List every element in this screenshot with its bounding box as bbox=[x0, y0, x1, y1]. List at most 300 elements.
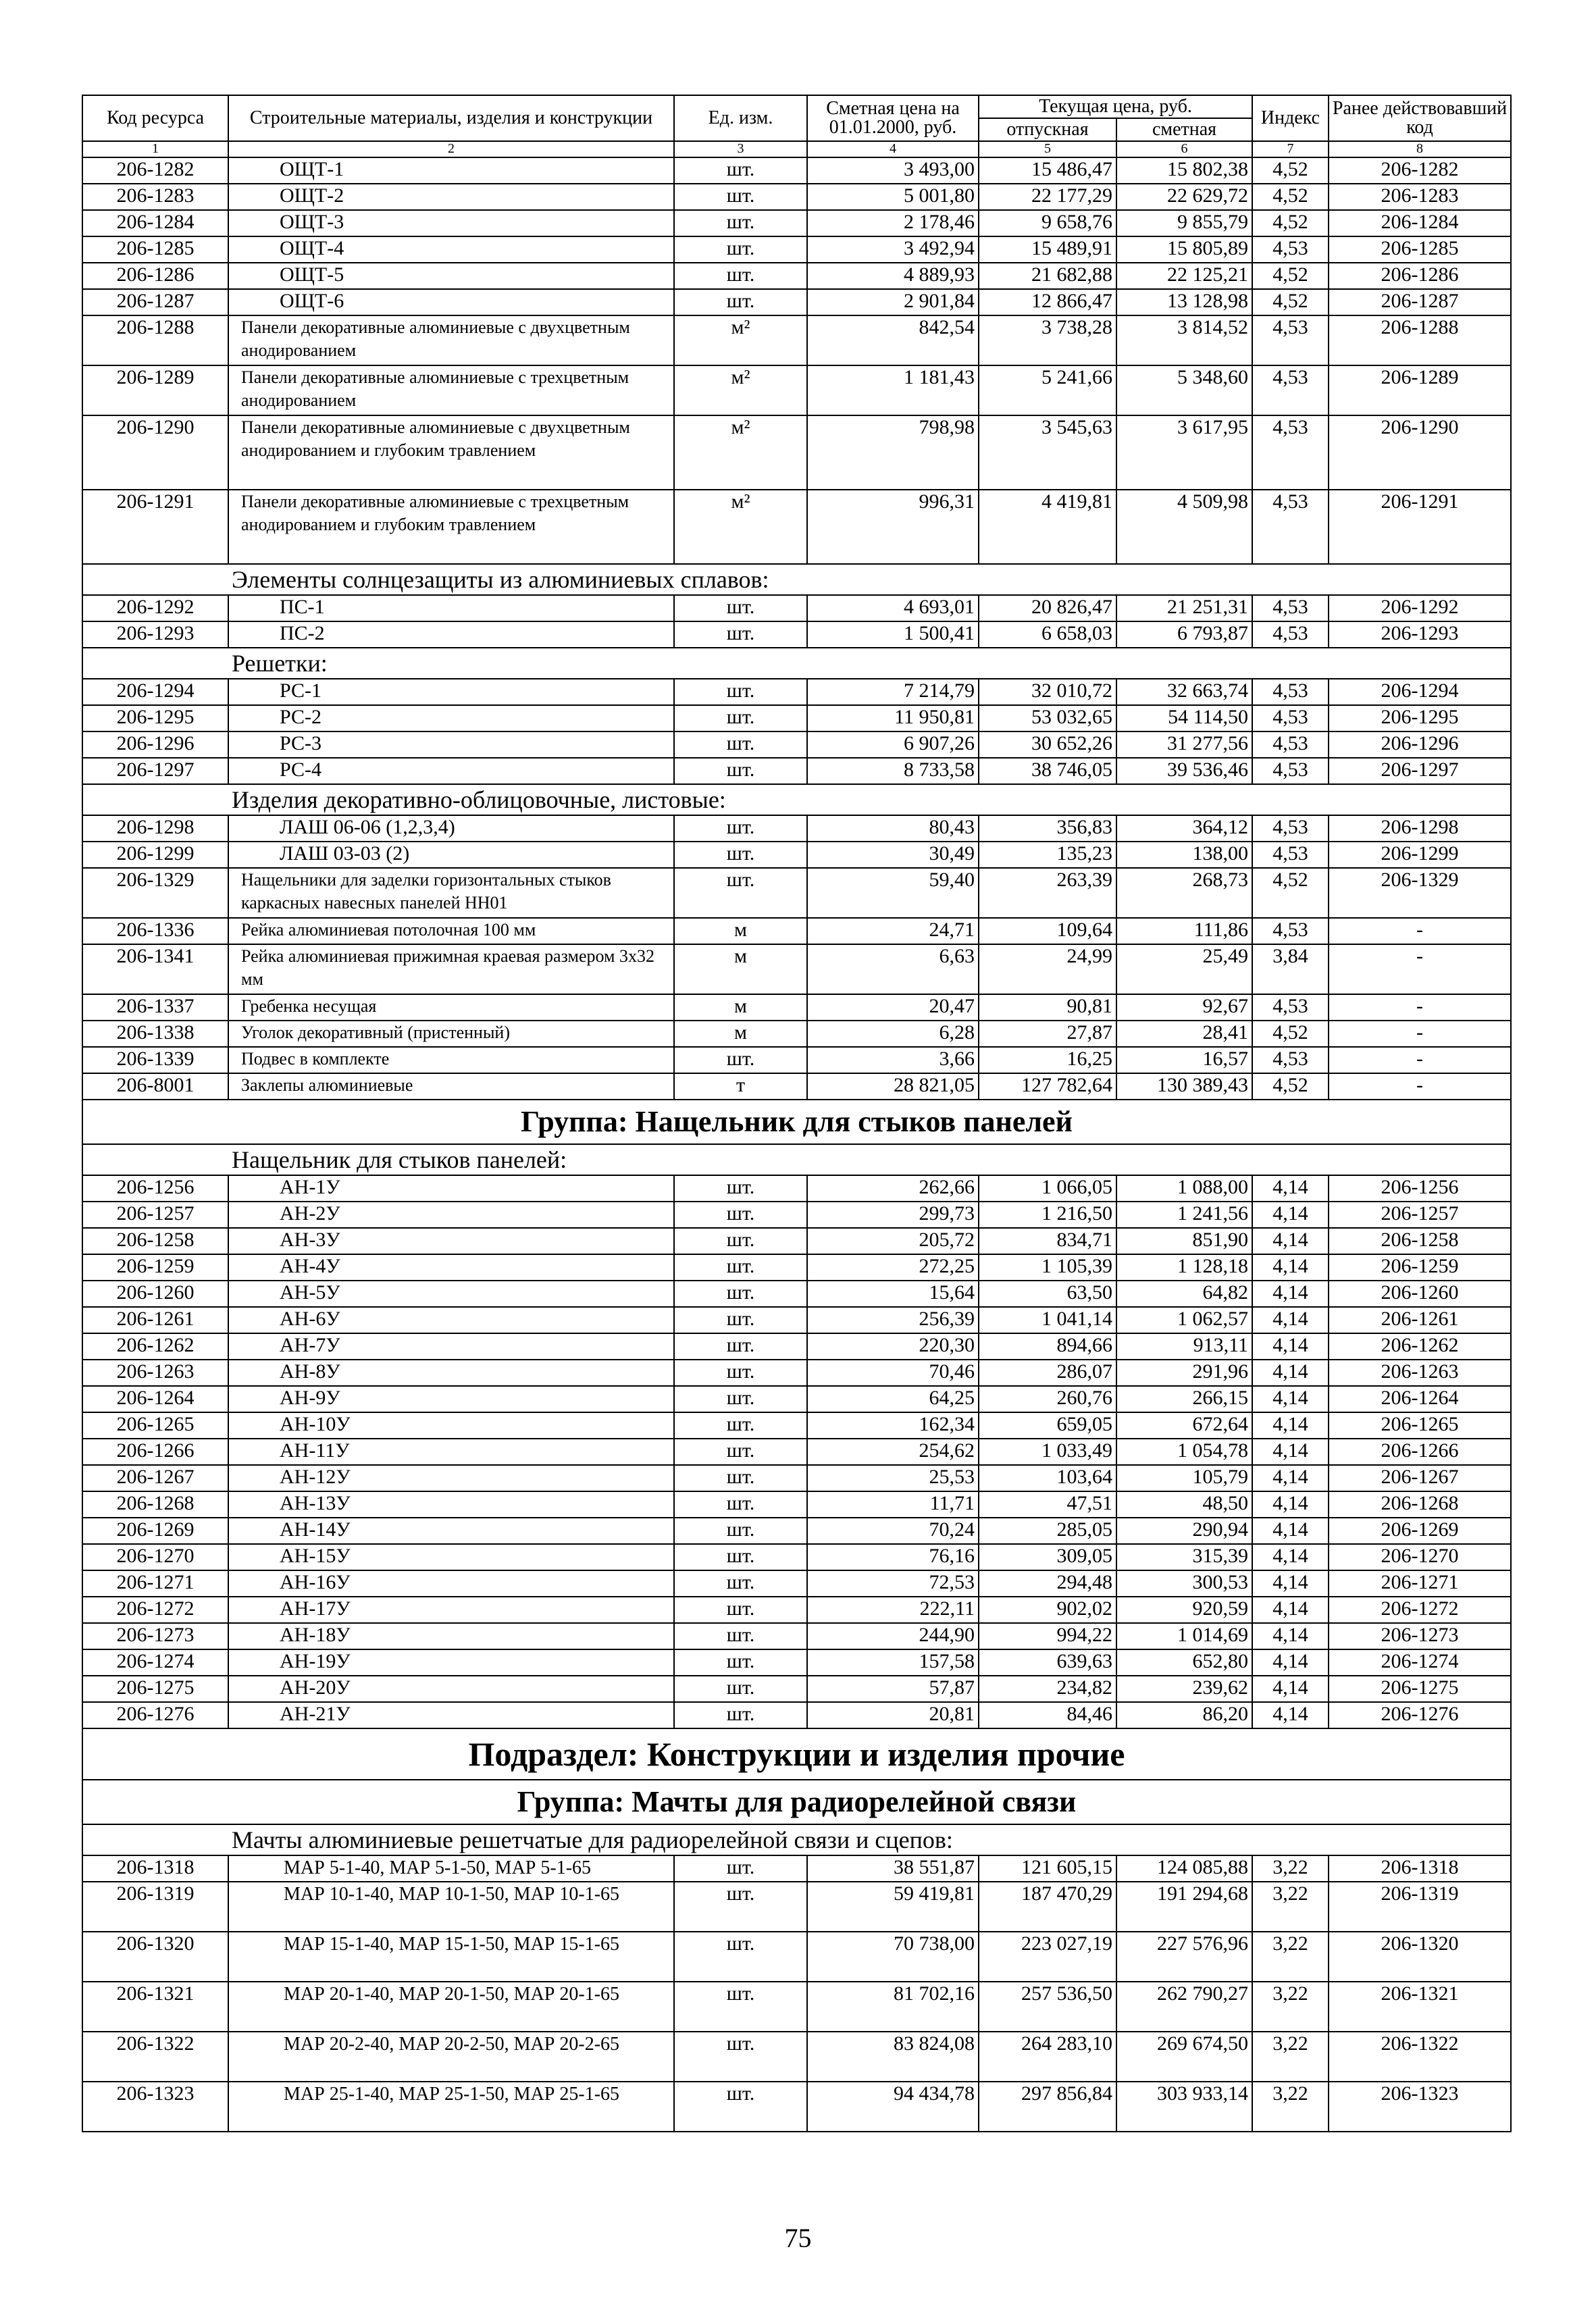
price-index: 4,14 bbox=[1252, 1570, 1329, 1597]
material-name: АН-12У bbox=[228, 1465, 674, 1491]
wholesale-price: 223 027,19 bbox=[979, 1932, 1116, 1982]
resource-code: 206-1293 bbox=[82, 621, 228, 648]
price-index: 4,14 bbox=[1252, 1360, 1329, 1386]
table-row bbox=[82, 621, 1511, 648]
previous-code: 206-1266 bbox=[1329, 1439, 1511, 1465]
unit: шт. bbox=[674, 1491, 807, 1518]
unit: м² bbox=[674, 490, 807, 564]
estimate-price: 851,90 bbox=[1116, 1228, 1252, 1254]
estimate-price: 21 251,31 bbox=[1116, 595, 1252, 621]
material-name-text: МАР 20-1-40, МАР 20-1-50, МАР 20-1-65 bbox=[284, 1984, 620, 2005]
wholesale-price: 834,71 bbox=[979, 1228, 1116, 1254]
base-price: 80,43 bbox=[807, 815, 979, 842]
table-row bbox=[82, 365, 1511, 415]
resource-code: 206-1283 bbox=[82, 184, 228, 210]
material-name: Гребенка несущая bbox=[228, 994, 674, 1021]
previous-code: 206-1320 bbox=[1329, 1932, 1511, 1982]
base-price: 254,62 bbox=[807, 1439, 979, 1465]
previous-code: 206-1294 bbox=[1329, 679, 1511, 705]
price-index: 4,53 bbox=[1252, 365, 1329, 415]
header-prev-code: Ранее действовавший код bbox=[1329, 95, 1511, 141]
material-name: ОЩТ-1 bbox=[228, 157, 674, 184]
resource-code: 206-1299 bbox=[82, 842, 228, 868]
price-index: 4,14 bbox=[1252, 1175, 1329, 1202]
price-index: 4,14 bbox=[1252, 1649, 1329, 1676]
base-price: 11,71 bbox=[807, 1491, 979, 1518]
unit: шт. bbox=[674, 1676, 807, 1702]
base-price: 157,58 bbox=[807, 1649, 979, 1676]
material-name: Панели декоративные алюминиевые с двухцветным анодированием bbox=[228, 315, 674, 365]
price-index: 4,14 bbox=[1252, 1491, 1329, 1518]
table-row bbox=[82, 289, 1511, 315]
wholesale-price: 5 241,66 bbox=[979, 365, 1116, 415]
unit: шт. bbox=[674, 1855, 807, 1882]
estimate-price: 672,64 bbox=[1116, 1412, 1252, 1439]
wholesale-price: 22 177,29 bbox=[979, 184, 1116, 210]
unit: м bbox=[674, 1021, 807, 1047]
wholesale-price: 263,39 bbox=[979, 868, 1116, 918]
estimate-price: 303 933,14 bbox=[1116, 2082, 1252, 2132]
table-row bbox=[82, 1982, 1511, 2032]
estimate-price: 25,49 bbox=[1116, 944, 1252, 994]
resource-code: 206-1337 bbox=[82, 994, 228, 1021]
wholesale-price: 260,76 bbox=[979, 1386, 1116, 1412]
material-name: АН-19У bbox=[228, 1649, 674, 1676]
table-row bbox=[82, 1333, 1511, 1360]
estimate-price: 1 128,18 bbox=[1116, 1254, 1252, 1281]
unit: м bbox=[674, 994, 807, 1021]
base-price: 38 551,87 bbox=[807, 1855, 979, 1882]
resource-code: 206-1319 bbox=[82, 1882, 228, 1932]
table-row bbox=[82, 2032, 1511, 2082]
table-row bbox=[82, 1649, 1511, 1676]
table-row bbox=[82, 1518, 1511, 1544]
unit: шт. bbox=[674, 705, 807, 731]
base-price: 20,81 bbox=[807, 1702, 979, 1728]
base-price: 70,46 bbox=[807, 1360, 979, 1386]
unit: шт. bbox=[674, 184, 807, 210]
unit: шт. bbox=[674, 236, 807, 263]
price-index: 4,14 bbox=[1252, 1623, 1329, 1649]
previous-code: 206-1267 bbox=[1329, 1465, 1511, 1491]
resource-code: 206-1264 bbox=[82, 1386, 228, 1412]
material-name: Панели декоративные алюминиевые с трехцветным анодированием и глубоким травлением bbox=[228, 490, 674, 564]
unit: м bbox=[674, 918, 807, 944]
previous-code: 206-1318 bbox=[1329, 1855, 1511, 1882]
material-name: АН-13У bbox=[228, 1491, 674, 1518]
wholesale-price: 135,23 bbox=[979, 842, 1116, 868]
base-price: 262,66 bbox=[807, 1175, 979, 1202]
unit: шт. bbox=[674, 1982, 807, 2032]
unit: шт. bbox=[674, 595, 807, 621]
price-index: 4,53 bbox=[1252, 1047, 1329, 1073]
unit: м² bbox=[674, 315, 807, 365]
price-index: 4,53 bbox=[1252, 758, 1329, 784]
price-index: 4,52 bbox=[1252, 868, 1329, 918]
wholesale-price: 38 746,05 bbox=[979, 758, 1116, 784]
wholesale-price: 234,82 bbox=[979, 1676, 1116, 1702]
estimate-price: 262 790,27 bbox=[1116, 1982, 1252, 2032]
estimate-price: 22 125,21 bbox=[1116, 263, 1252, 289]
table-row bbox=[82, 1360, 1511, 1386]
resource-code: 206-1256 bbox=[82, 1175, 228, 1202]
material-name: АН-9У bbox=[228, 1386, 674, 1412]
group-title: Группа: Мачты для радиорелейной связи bbox=[82, 1780, 1511, 1824]
previous-code: 206-1295 bbox=[1329, 705, 1511, 731]
estimate-price: 64,82 bbox=[1116, 1281, 1252, 1307]
unit: шт. bbox=[674, 815, 807, 842]
price-index: 4,53 bbox=[1252, 679, 1329, 705]
wholesale-price: 15 489,91 bbox=[979, 236, 1116, 263]
resource-code: 206-1271 bbox=[82, 1570, 228, 1597]
estimate-price: 300,53 bbox=[1116, 1570, 1252, 1597]
previous-code: 206-1268 bbox=[1329, 1491, 1511, 1518]
wholesale-price: 32 010,72 bbox=[979, 679, 1116, 705]
material-name: АН-8У bbox=[228, 1360, 674, 1386]
estimate-price: 3 617,95 bbox=[1116, 415, 1252, 490]
table-row bbox=[82, 1702, 1511, 1728]
header-wholesale: отпускная bbox=[979, 118, 1116, 141]
unit: шт. bbox=[674, 2032, 807, 2082]
table-row bbox=[82, 1491, 1511, 1518]
wholesale-price: 90,81 bbox=[979, 994, 1116, 1021]
price-index: 4,53 bbox=[1252, 315, 1329, 365]
resource-code: 206-1284 bbox=[82, 210, 228, 236]
wholesale-price: 12 866,47 bbox=[979, 289, 1116, 315]
previous-code: - bbox=[1329, 1047, 1511, 1073]
table-row bbox=[82, 1597, 1511, 1623]
wholesale-price: 103,64 bbox=[979, 1465, 1116, 1491]
estimate-price: 22 629,72 bbox=[1116, 184, 1252, 210]
unit: шт. bbox=[674, 1518, 807, 1544]
estimate-price: 3 814,52 bbox=[1116, 315, 1252, 365]
resource-code: 206-1288 bbox=[82, 315, 228, 365]
estimate-price: 54 114,50 bbox=[1116, 705, 1252, 731]
table-row bbox=[82, 1623, 1511, 1649]
estimate-price: 32 663,74 bbox=[1116, 679, 1252, 705]
previous-code: 206-1274 bbox=[1329, 1649, 1511, 1676]
unit: шт. bbox=[674, 289, 807, 315]
price-table-sheet bbox=[82, 95, 1510, 2132]
price-index: 4,14 bbox=[1252, 1202, 1329, 1228]
col-number: 3 bbox=[674, 141, 807, 157]
resource-code: 206-1321 bbox=[82, 1982, 228, 2032]
base-price: 25,53 bbox=[807, 1465, 979, 1491]
estimate-price: 92,67 bbox=[1116, 994, 1252, 1021]
resource-code: 206-1329 bbox=[82, 868, 228, 918]
base-price: 76,16 bbox=[807, 1544, 979, 1570]
price-index: 4,14 bbox=[1252, 1281, 1329, 1307]
wholesale-price: 24,99 bbox=[979, 944, 1116, 994]
table-row bbox=[82, 1544, 1511, 1570]
col-number: 7 bbox=[1252, 141, 1329, 157]
unit: шт. bbox=[674, 1597, 807, 1623]
material-name: Подвес в комплекте bbox=[228, 1047, 674, 1073]
previous-code: - bbox=[1329, 1021, 1511, 1047]
group-title: Группа: Нащельник для стыков панелей bbox=[82, 1100, 1511, 1144]
wholesale-price: 639,63 bbox=[979, 1649, 1116, 1676]
estimate-price: 105,79 bbox=[1116, 1465, 1252, 1491]
resource-code: 206-1289 bbox=[82, 365, 228, 415]
price-index: 4,53 bbox=[1252, 595, 1329, 621]
base-price: 2 901,84 bbox=[807, 289, 979, 315]
unit: м bbox=[674, 944, 807, 994]
table-row bbox=[82, 868, 1511, 918]
previous-code: 206-1260 bbox=[1329, 1281, 1511, 1307]
table-row bbox=[82, 758, 1511, 784]
resource-code: 206-1320 bbox=[82, 1932, 228, 1982]
estimate-price: 1 088,00 bbox=[1116, 1175, 1252, 1202]
estimate-price: 5 348,60 bbox=[1116, 365, 1252, 415]
estimate-price: 266,15 bbox=[1116, 1386, 1252, 1412]
price-index: 4,52 bbox=[1252, 263, 1329, 289]
wholesale-price: 187 470,29 bbox=[979, 1882, 1116, 1932]
wholesale-price: 902,02 bbox=[979, 1597, 1116, 1623]
material-name bbox=[228, 1982, 674, 2032]
resource-code: 206-1266 bbox=[82, 1439, 228, 1465]
base-price: 70 738,00 bbox=[807, 1932, 979, 1982]
section-title: Изделия декоративно-облицовочные, листовые: bbox=[82, 784, 1511, 815]
unit: шт. bbox=[674, 842, 807, 868]
previous-code: 206-1263 bbox=[1329, 1360, 1511, 1386]
wholesale-price: 127 782,64 bbox=[979, 1073, 1116, 1100]
unit: шт. bbox=[674, 758, 807, 784]
base-price: 6,28 bbox=[807, 1021, 979, 1047]
table-row bbox=[82, 705, 1511, 731]
page-number: 75 bbox=[784, 2223, 812, 2253]
base-price: 72,53 bbox=[807, 1570, 979, 1597]
base-price: 4 693,01 bbox=[807, 595, 979, 621]
wholesale-price: 3 738,28 bbox=[979, 315, 1116, 365]
table-row bbox=[82, 994, 1511, 1021]
material-name bbox=[228, 2082, 674, 2132]
estimate-price: 4 509,98 bbox=[1116, 490, 1252, 564]
previous-code: 206-1259 bbox=[1329, 1254, 1511, 1281]
price-index: 4,53 bbox=[1252, 705, 1329, 731]
price-index: 3,22 bbox=[1252, 1882, 1329, 1932]
material-name: ОЩТ-5 bbox=[228, 263, 674, 289]
table-row bbox=[82, 1021, 1511, 1047]
unit: шт. bbox=[674, 1649, 807, 1676]
table-row bbox=[82, 415, 1511, 490]
price-index: 4,53 bbox=[1252, 415, 1329, 490]
price-index: 4,53 bbox=[1252, 731, 1329, 758]
col-number: 1 bbox=[82, 141, 228, 157]
section-title: Элементы солнцезащиты из алюминиевых сплавов: bbox=[82, 564, 1511, 595]
material-name-text: МАР 15-1-40, МАР 15-1-50, МАР 15-1-65 bbox=[284, 1934, 620, 1955]
base-price: 3,66 bbox=[807, 1047, 979, 1073]
base-price: 24,71 bbox=[807, 918, 979, 944]
price-index: 4,14 bbox=[1252, 1465, 1329, 1491]
previous-code: 206-1319 bbox=[1329, 1882, 1511, 1932]
base-price: 244,90 bbox=[807, 1623, 979, 1649]
estimate-price: 15 805,89 bbox=[1116, 236, 1252, 263]
section-row bbox=[82, 1824, 1511, 1855]
table-row bbox=[82, 1307, 1511, 1333]
unit: шт. bbox=[674, 1570, 807, 1597]
wholesale-price: 309,05 bbox=[979, 1544, 1116, 1570]
material-name: АН-1У bbox=[228, 1175, 674, 1202]
unit: шт. bbox=[674, 1412, 807, 1439]
base-price: 83 824,08 bbox=[807, 2032, 979, 2082]
price-index: 4,14 bbox=[1252, 1333, 1329, 1360]
wholesale-price: 994,22 bbox=[979, 1623, 1116, 1649]
unit: шт. bbox=[674, 1702, 807, 1728]
estimate-price: 13 128,98 bbox=[1116, 289, 1252, 315]
resource-code: 206-1267 bbox=[82, 1465, 228, 1491]
subsection-row bbox=[82, 1728, 1511, 1780]
base-price: 7 214,79 bbox=[807, 679, 979, 705]
estimate-price: 1 014,69 bbox=[1116, 1623, 1252, 1649]
table-row bbox=[82, 1439, 1511, 1465]
wholesale-price: 285,05 bbox=[979, 1518, 1116, 1544]
material-name: РС-1 bbox=[228, 679, 674, 705]
price-index: 3,22 bbox=[1252, 1982, 1329, 2032]
table-body bbox=[82, 157, 1511, 2132]
price-table bbox=[82, 95, 1512, 2132]
material-name: АН-18У bbox=[228, 1623, 674, 1649]
price-index: 4,14 bbox=[1252, 1518, 1329, 1544]
header-estimate: сметная bbox=[1116, 118, 1252, 141]
unit: м² bbox=[674, 365, 807, 415]
estimate-price: 124 085,88 bbox=[1116, 1855, 1252, 1882]
estimate-price: 652,80 bbox=[1116, 1649, 1252, 1676]
table-row bbox=[82, 184, 1511, 210]
resource-code: 206-1276 bbox=[82, 1702, 228, 1728]
resource-code: 206-1285 bbox=[82, 236, 228, 263]
base-price: 1 500,41 bbox=[807, 621, 979, 648]
unit: шт. bbox=[674, 1360, 807, 1386]
price-index: 4,14 bbox=[1252, 1412, 1329, 1439]
material-name: ОЩТ-6 bbox=[228, 289, 674, 315]
wholesale-price: 297 856,84 bbox=[979, 2082, 1116, 2132]
section-row bbox=[82, 564, 1511, 595]
previous-code: - bbox=[1329, 1073, 1511, 1100]
previous-code: 206-1321 bbox=[1329, 1982, 1511, 2032]
unit: шт. bbox=[674, 1882, 807, 1932]
base-price: 81 702,16 bbox=[807, 1982, 979, 2032]
table-row bbox=[82, 731, 1511, 758]
material-name: ЛАШ 06-06 (1,2,3,4) bbox=[228, 815, 674, 842]
wholesale-price: 121 605,15 bbox=[979, 1855, 1116, 1882]
estimate-price: 291,96 bbox=[1116, 1360, 1252, 1386]
material-name: АН-6У bbox=[228, 1307, 674, 1333]
price-index: 4,52 bbox=[1252, 184, 1329, 210]
previous-code: 206-1299 bbox=[1329, 842, 1511, 868]
section-row bbox=[82, 1144, 1511, 1175]
wholesale-price: 257 536,50 bbox=[979, 1982, 1116, 2032]
unit: шт. bbox=[674, 2082, 807, 2132]
previous-code: 206-1257 bbox=[1329, 1202, 1511, 1228]
estimate-price: 6 793,87 bbox=[1116, 621, 1252, 648]
previous-code: 206-1297 bbox=[1329, 758, 1511, 784]
table-row bbox=[82, 1202, 1511, 1228]
material-name: Панели декоративные алюминиевые с трехцветным анодированием bbox=[228, 365, 674, 415]
previous-code: - bbox=[1329, 918, 1511, 944]
table-row bbox=[82, 236, 1511, 263]
price-index: 4,53 bbox=[1252, 621, 1329, 648]
estimate-price: 28,41 bbox=[1116, 1021, 1252, 1047]
previous-code: 206-1284 bbox=[1329, 210, 1511, 236]
resource-code: 206-1272 bbox=[82, 1597, 228, 1623]
base-price: 28 821,05 bbox=[807, 1073, 979, 1100]
wholesale-price: 16,25 bbox=[979, 1047, 1116, 1073]
header-index: Индекс bbox=[1252, 95, 1329, 141]
resource-code: 206-1336 bbox=[82, 918, 228, 944]
wholesale-price: 21 682,88 bbox=[979, 263, 1116, 289]
resource-code: 206-1290 bbox=[82, 415, 228, 490]
resource-code: 206-1292 bbox=[82, 595, 228, 621]
base-price: 220,30 bbox=[807, 1333, 979, 1360]
previous-code: 206-1273 bbox=[1329, 1623, 1511, 1649]
base-price: 3 493,00 bbox=[807, 157, 979, 184]
previous-code: 206-1290 bbox=[1329, 415, 1511, 490]
price-index: 4,52 bbox=[1252, 289, 1329, 315]
table-row bbox=[82, 157, 1511, 184]
previous-code: 206-1261 bbox=[1329, 1307, 1511, 1333]
previous-code: 206-1288 bbox=[1329, 315, 1511, 365]
resource-code: 206-1294 bbox=[82, 679, 228, 705]
price-index: 4,53 bbox=[1252, 815, 1329, 842]
resource-code: 206-1338 bbox=[82, 1021, 228, 1047]
price-index: 4,52 bbox=[1252, 210, 1329, 236]
resource-code: 206-1291 bbox=[82, 490, 228, 564]
table-row bbox=[82, 1882, 1511, 1932]
wholesale-price: 53 032,65 bbox=[979, 705, 1116, 731]
price-index: 3,84 bbox=[1252, 944, 1329, 994]
price-index: 4,14 bbox=[1252, 1228, 1329, 1254]
wholesale-price: 1 033,49 bbox=[979, 1439, 1116, 1465]
estimate-price: 364,12 bbox=[1116, 815, 1252, 842]
unit: шт. bbox=[674, 1281, 807, 1307]
price-index: 4,53 bbox=[1252, 236, 1329, 263]
section-title: Мачты алюминиевые решетчатые для радиорелейной связи и сцепов: bbox=[82, 1824, 1511, 1855]
previous-code: 206-1298 bbox=[1329, 815, 1511, 842]
estimate-price: 39 536,46 bbox=[1116, 758, 1252, 784]
table-row bbox=[82, 918, 1511, 944]
table-row bbox=[82, 1047, 1511, 1073]
price-index: 4,52 bbox=[1252, 157, 1329, 184]
table-row bbox=[82, 1281, 1511, 1307]
previous-code: 206-1269 bbox=[1329, 1518, 1511, 1544]
estimate-price: 16,57 bbox=[1116, 1047, 1252, 1073]
resource-code: 206-1268 bbox=[82, 1491, 228, 1518]
table-row bbox=[82, 595, 1511, 621]
base-price: 59,40 bbox=[807, 868, 979, 918]
wholesale-price: 264 283,10 bbox=[979, 2032, 1116, 2082]
previous-code: 206-1285 bbox=[1329, 236, 1511, 263]
previous-code: 206-1296 bbox=[1329, 731, 1511, 758]
table-row bbox=[82, 315, 1511, 365]
material-name: АН-21У bbox=[228, 1702, 674, 1728]
previous-code: 206-1291 bbox=[1329, 490, 1511, 564]
previous-code: 206-1287 bbox=[1329, 289, 1511, 315]
estimate-price: 920,59 bbox=[1116, 1597, 1252, 1623]
unit: шт. bbox=[674, 1544, 807, 1570]
header-base-price: Сметная цена на 01.01.2000, руб. bbox=[807, 95, 979, 141]
previous-code: 206-1256 bbox=[1329, 1175, 1511, 1202]
price-index: 4,14 bbox=[1252, 1702, 1329, 1728]
material-name: АН-2У bbox=[228, 1202, 674, 1228]
previous-code: 206-1271 bbox=[1329, 1570, 1511, 1597]
wholesale-price: 1 105,39 bbox=[979, 1254, 1116, 1281]
base-price: 94 434,78 bbox=[807, 2082, 979, 2132]
table-row bbox=[82, 1412, 1511, 1439]
estimate-price: 9 855,79 bbox=[1116, 210, 1252, 236]
base-price: 64,25 bbox=[807, 1386, 979, 1412]
table-row bbox=[82, 1570, 1511, 1597]
table-row bbox=[82, 210, 1511, 236]
